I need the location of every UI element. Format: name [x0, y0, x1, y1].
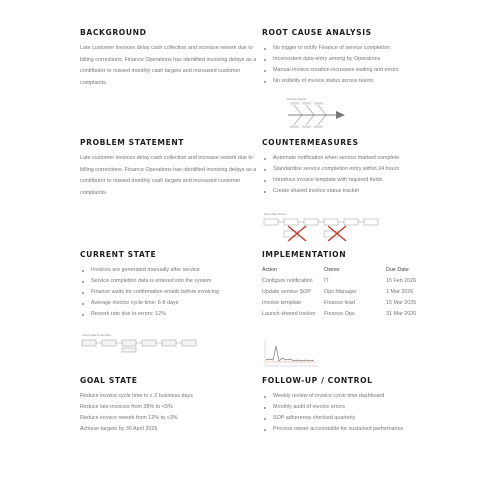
- list-item: No trigger to notify Finance of service completion: [262, 43, 440, 54]
- table-cell: 15 Feb 2026: [386, 278, 417, 284]
- current-state-section: [80, 250, 258, 320]
- implementation-title: IMPLEMENTATION: [262, 250, 347, 259]
- table-cell: Finance lead: [324, 300, 355, 306]
- table-cell: IT: [324, 278, 329, 284]
- future-state-process-thumbnail: [262, 211, 386, 243]
- problem-statement-title: PROBLEM STATEMENT: [80, 138, 185, 147]
- header-owner: Owner: [324, 267, 340, 273]
- list-item: Create shared invoice status tracker: [262, 186, 440, 197]
- list-item: SOP adherence checked quarterly: [262, 413, 462, 424]
- implementation-section: [262, 250, 452, 320]
- table-header-row: [262, 265, 448, 276]
- table-cell: Invoice template: [262, 300, 302, 306]
- follow-up-list: [262, 391, 462, 435]
- current-state-list: [80, 265, 258, 320]
- problem-statement-section: [80, 138, 258, 199]
- root-cause-list: [262, 43, 440, 87]
- problem-line: rework due to billing corrections. Finance Operations has: [80, 155, 253, 173]
- problem-statement-text: [80, 153, 258, 199]
- current-state-title: CURRENT STATE: [80, 250, 157, 259]
- list-item: Weekly review of invoice cycle time dashboard: [262, 391, 462, 402]
- goal-state-title: GOAL STATE: [80, 376, 138, 385]
- table-cell: Ops Manager: [324, 289, 357, 295]
- root-cause-title: ROOT CAUSE ANALYSIS: [262, 28, 372, 37]
- list-item: Inconsistent data entry among by Operations: [262, 54, 440, 65]
- list-item: Process owner accountable for sustained performance: [262, 424, 462, 435]
- follow-up-section: [262, 376, 462, 435]
- table-cell: 15 Mar 2026: [386, 300, 417, 306]
- table-row: [262, 298, 448, 309]
- table-cell: Update service SOP: [262, 289, 311, 295]
- list-item: Finance waits for confirmation emails before invoicing: [80, 287, 258, 298]
- background-text: [80, 43, 258, 89]
- problem-line: cash targets and increased customer complaints.: [80, 178, 241, 196]
- header-due-date: Due Date: [386, 267, 409, 273]
- fishbone-diagram-thumbnail: [284, 96, 348, 130]
- goal-line: Reduce invoice rework from 12% to <3%: [80, 415, 178, 421]
- countermeasures-title: COUNTERMEASURES: [262, 138, 359, 147]
- table-row: [262, 276, 448, 287]
- list-item: Invoices are generated manually after service: [80, 265, 258, 276]
- countermeasures-list: [262, 153, 440, 197]
- background-section: [80, 28, 258, 89]
- goal-state-section: [80, 376, 258, 435]
- list-item: Monthly audit of invoice errors: [262, 402, 462, 413]
- background-line: rework due to billing corrections. Finance Operations has: [80, 45, 253, 63]
- trend-chart-thumbnail: [262, 338, 320, 370]
- future-state-process-label: Future State Process: [264, 213, 287, 216]
- table-cell: Configure notification: [262, 278, 313, 284]
- root-cause-section: [262, 28, 440, 87]
- background-line: Late customer invoices delay cash collection and increase: [80, 45, 219, 51]
- list-item: No visibility of invoice status across teams: [262, 76, 440, 87]
- list-item: Average invoice cycle time: 6-8 days: [80, 298, 258, 309]
- background-line: identified invoicing delays as a contributor to missed monthly: [80, 56, 257, 74]
- table-row: [262, 309, 448, 320]
- goal-line: Achieve targets by 30 April 2026: [80, 426, 158, 432]
- table-cell: 1 Mar 2026: [386, 289, 414, 295]
- list-item: Introduce invoice template with required fields: [262, 175, 440, 186]
- header-action: Action: [262, 267, 277, 273]
- list-item: Rework rate due to errors: 12%: [80, 309, 258, 320]
- goal-line: Reduce invoice cycle time to ≤ 2 business days: [80, 393, 193, 399]
- follow-up-title: FOLLOW-UP / CONTROL: [262, 376, 373, 385]
- table-cell: Launch shared tracker: [262, 311, 316, 317]
- list-item: Automate notification when service marked complete: [262, 153, 440, 164]
- fishbone-diagram-label: Fishbone Diagram: [287, 98, 307, 101]
- implementation-table: [262, 265, 448, 320]
- background-title: BACKGROUND: [80, 28, 147, 37]
- table-cell: Finance Ops: [324, 311, 355, 317]
- list-item: Service completion data is entered into the system: [80, 276, 258, 287]
- table-row: [262, 287, 448, 298]
- table-cell: 31 Mar 2026: [386, 311, 417, 317]
- problem-line: identified invoicing delays as a contributor to missed monthly: [80, 166, 257, 184]
- goal-state-lines: [80, 391, 258, 435]
- countermeasures-section: [262, 138, 440, 197]
- list-item: Standardize service completion entry within 24 hours: [262, 164, 440, 175]
- current-state-process-map-thumbnail: [80, 332, 204, 354]
- goal-line: Reduce late invoices from 38% to <5%: [80, 404, 173, 410]
- current-state-process-map-label: Current State Process Map: [82, 334, 111, 337]
- background-line: cash targets and increased customer complaints.: [80, 68, 241, 86]
- problem-line: Late customer invoices delay cash collection and increase: [80, 155, 219, 161]
- list-item: Manual invoice creation increases waiting and errors: [262, 65, 440, 76]
